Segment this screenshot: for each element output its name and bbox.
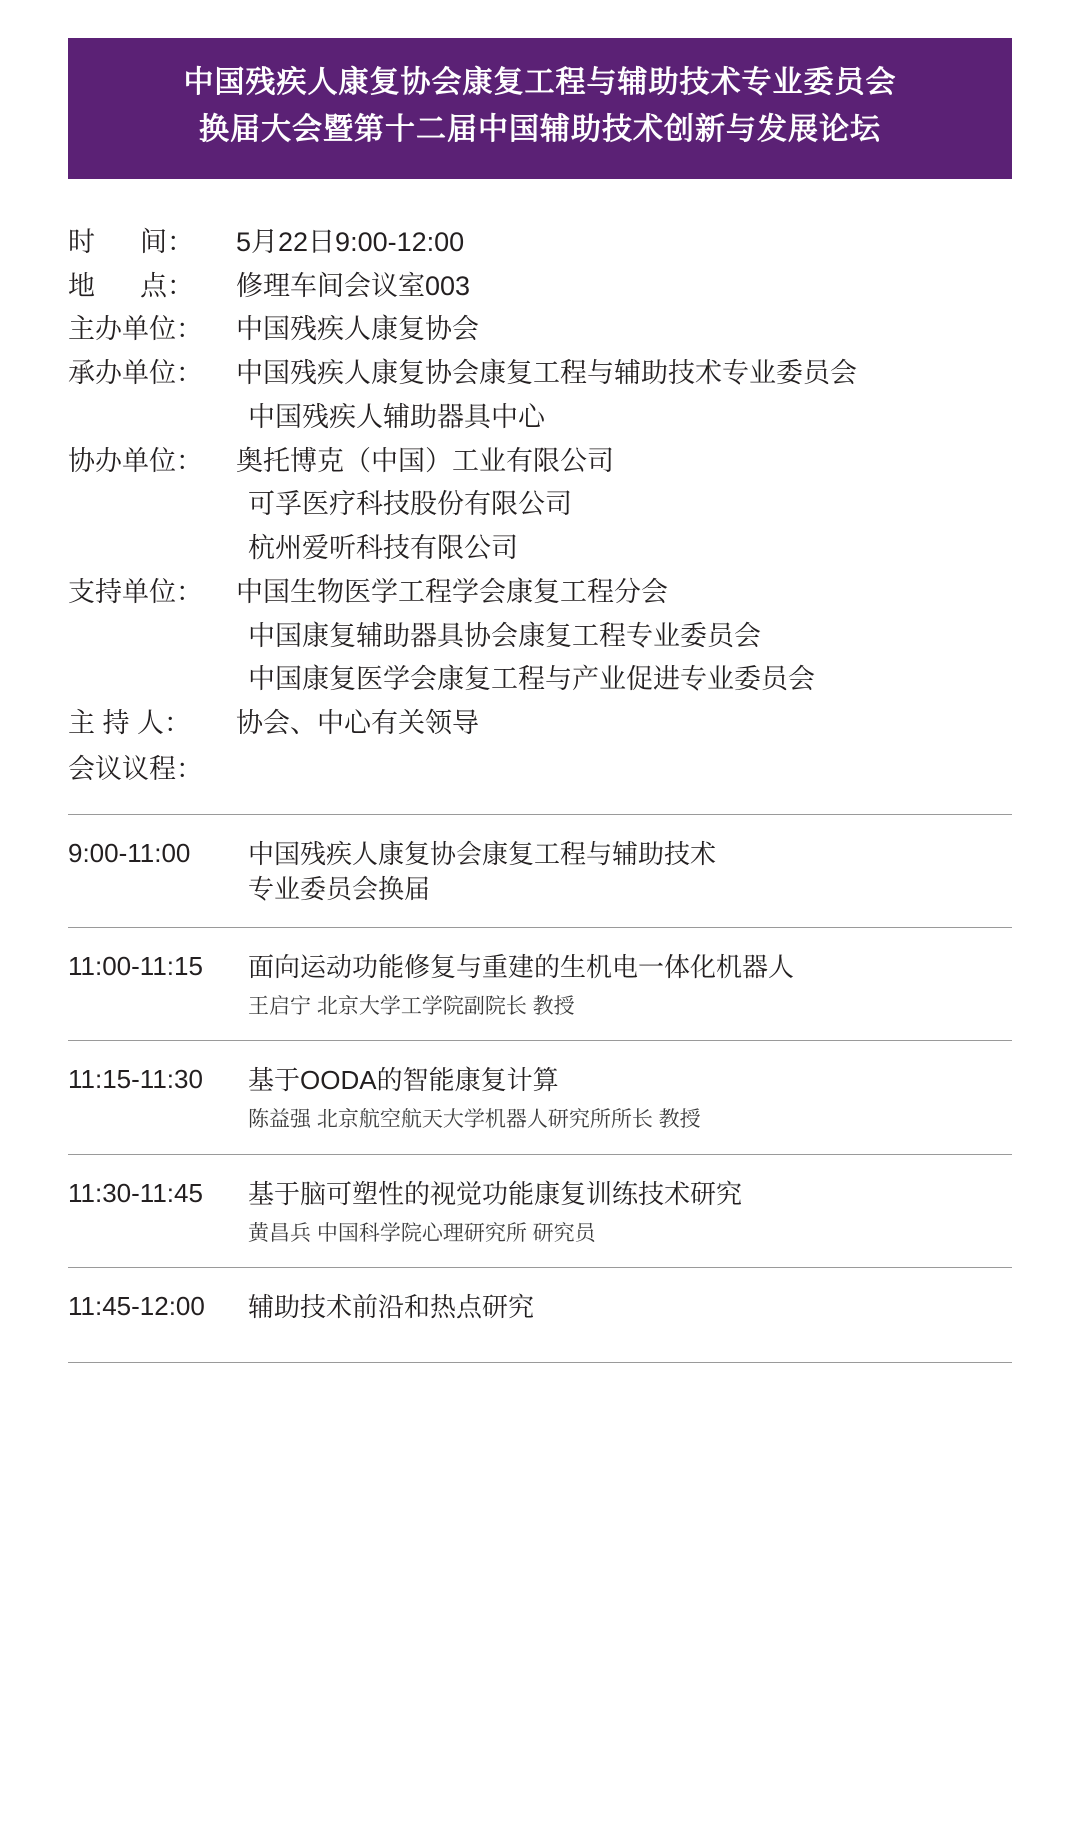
info-label: 承办单位： [68, 358, 203, 389]
agenda-speaker: 陈益强 北京航空航天大学机器人研究所所长 教授 [248, 1108, 701, 1132]
info-label: 支持单位： [68, 576, 203, 607]
title-banner [68, 38, 1012, 179]
agenda-topic [248, 837, 1008, 907]
info-values [236, 352, 1012, 439]
agenda-body [248, 1290, 1012, 1325]
agenda-topic-line-1: 中国残疾人康复协会康复工程与辅助技术 [248, 838, 717, 869]
agenda-speaker: 黄昌兵 中国科学院心理研究所 研究员 [248, 1221, 596, 1245]
info-label: 主办单位： [68, 314, 203, 345]
info-label: 时 间： [68, 227, 195, 257]
agenda-heading: 会议议程： [68, 753, 203, 784]
info-values [236, 571, 1012, 702]
info-values [236, 308, 1012, 352]
info-label: 主 持 人： [68, 708, 192, 739]
agenda-topic: 辅助技术前沿和热点研究 [248, 1291, 535, 1322]
agenda-topic: 基于脑可塑性的视觉功能康复训练技术研究 [248, 1178, 743, 1209]
agenda-time: 11:30-11:45 [68, 1177, 203, 1208]
agenda-body [248, 837, 1012, 907]
agenda-time: 11:15-11:30 [68, 1064, 203, 1095]
info-value: 中国生物医学工程学会康复工程分会 [236, 576, 668, 607]
info-value: 杭州爱听科技有限公司 [248, 533, 518, 564]
info-label: 协办单位： [68, 445, 203, 476]
info-label: 地 点： [68, 270, 195, 301]
agenda-body [248, 950, 1012, 1020]
banner-title-line-1: 中国残疾人康复协会康复工程与辅助技术专业委员会 [183, 66, 897, 99]
info-value: 中国残疾人康复协会 [236, 314, 479, 345]
agenda-row [68, 928, 1012, 1041]
conference-agenda-page [0, 38, 1080, 1834]
agenda-topic: 基于OODA的智能康复计算 [248, 1065, 559, 1096]
agenda-time: 11:45-12:00 [68, 1290, 205, 1321]
agenda-time: 9:00-11:00 [68, 837, 191, 868]
info-value: 可孚医疗科技股份有限公司 [248, 489, 572, 520]
agenda-speaker: 王启宁 北京大学工学院副院长 教授 [248, 994, 575, 1018]
agenda-time: 11:00-11:15 [68, 950, 203, 981]
info-value: 奥托博克（中国）工业有限公司 [236, 445, 614, 476]
info-row-co-organizer [68, 440, 1012, 571]
info-row-host [68, 702, 1012, 746]
info-value: 修理车间会议室003 [236, 270, 471, 301]
info-value: 中国康复辅助器具协会康复工程专业委员会 [248, 620, 761, 651]
agenda-topic-line-2: 专业委员会换届 [248, 873, 431, 904]
info-row-supporter [68, 571, 1012, 702]
agenda-topic: 面向运动功能修复与重建的生机电一体化机器人 [248, 951, 795, 982]
info-row-time [68, 221, 1012, 265]
agenda-row [68, 1041, 1012, 1154]
info-values [236, 265, 1012, 309]
info-row-undertaker [68, 352, 1012, 439]
info-value: 5月22日9:00-12:00 [236, 227, 465, 257]
event-info-block [68, 221, 1012, 792]
banner-title-line-2: 换届大会暨第十二届中国辅助技术创新与发展论坛 [199, 112, 881, 146]
info-values [236, 440, 1012, 571]
info-value: 中国残疾人康复协会康复工程与辅助技术专业委员会 [236, 358, 857, 389]
agenda-row [68, 1268, 1012, 1363]
info-row-organizer [68, 308, 1012, 352]
info-value: 协会、中心有关领导 [236, 708, 479, 739]
agenda-row [68, 815, 1012, 928]
info-value: 中国残疾人辅助器具中心 [248, 401, 545, 432]
agenda-row [68, 1155, 1012, 1268]
info-row-venue [68, 265, 1012, 309]
info-values [236, 702, 1012, 746]
agenda-body [248, 1063, 1012, 1133]
agenda-body [248, 1177, 1012, 1247]
info-value: 中国康复医学会康复工程与产业促进专业委员会 [248, 664, 815, 695]
info-values [236, 221, 1012, 265]
agenda-table [68, 814, 1012, 1363]
